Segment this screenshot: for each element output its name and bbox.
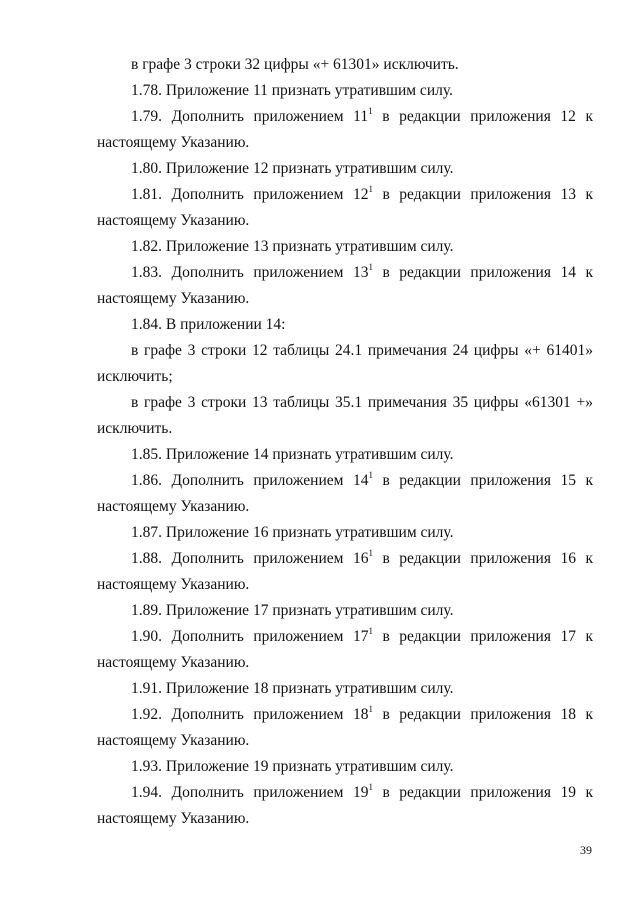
superscript: 1 [368, 185, 373, 194]
line-text: 1.88. Дополнить приложением 16 [131, 550, 369, 567]
text-line: 1.82. Приложение 13 признать утратившим силу. [131, 238, 454, 255]
text-line: настоящему Указанию. [97, 732, 250, 749]
text-line [131, 185, 593, 205]
line-text: 1.81. Дополнить приложением 12 [131, 186, 369, 203]
text-line: настоящему Указанию. [97, 134, 250, 151]
line-text: 1.94. Дополнить приложением 19 [131, 784, 369, 801]
line-text: 1.86. Дополнить приложением 14 [131, 472, 369, 489]
text-line: 1.87. Приложение 16 признать утратившим силу. [131, 524, 454, 541]
text-line: настоящему Указанию. [97, 290, 250, 307]
superscript: 1 [368, 471, 373, 480]
text-line: 1.93. Приложение 19 признать утратившим силу. [131, 758, 454, 775]
text-line: настоящему Указанию. [97, 576, 250, 593]
superscript: 1 [368, 263, 373, 272]
superscript: 1 [368, 627, 373, 636]
text-line [131, 549, 593, 569]
superscript: 1 [368, 549, 373, 558]
text-line [131, 705, 593, 725]
text-line: 1.89. Приложение 17 признать утратившим силу. [131, 602, 454, 619]
text-line: настоящему Указанию. [97, 498, 250, 515]
line-text: 1.92. Дополнить приложением 18 [131, 706, 369, 723]
text-line: 1.85. Приложение 14 признать утратившим силу. [131, 446, 454, 463]
text-line: настоящему Указанию. [97, 654, 250, 671]
text-line [131, 627, 593, 647]
text-line: настоящему Указанию. [97, 810, 250, 827]
text-line: в графе 3 строки 13 таблицы 35.1 примечания 35 цифры «61301 +» [131, 394, 593, 411]
superscript: 1 [368, 107, 373, 116]
text-line: 1.84. В приложении 14: [131, 316, 286, 333]
text-line: исключить. [97, 420, 173, 437]
superscript: 1 [368, 705, 373, 714]
line-text: 1.90. Дополнить приложением 17 [131, 628, 369, 645]
text-line [131, 783, 593, 803]
text-line: 1.91. Приложение 18 признать утратившим силу. [131, 680, 454, 697]
text-line [131, 471, 593, 491]
text-line: 1.80. Приложение 12 признать утратившим силу. [131, 160, 454, 177]
page-number: 39 [580, 843, 592, 857]
line-text: в редакции приложения 19 к [372, 784, 593, 801]
line-text: в редакции приложения 12 к [372, 108, 593, 125]
line-text: в редакции приложения 17 к [372, 628, 593, 645]
text-line: настоящему Указанию. [97, 212, 250, 229]
line-text: в редакции приложения 15 к [372, 472, 593, 489]
text-line [131, 107, 593, 127]
line-text: 1.79. Дополнить приложением 11 [131, 108, 369, 125]
line-text: в редакции приложения 13 к [372, 186, 593, 203]
text-line: в графе 3 строки 32 цифры «+ 61301» исключить. [131, 56, 459, 73]
text-line: в графе 3 строки 12 таблицы 24.1 примечания 24 цифры «+ 61401» [131, 342, 593, 359]
line-text: 1.83. Дополнить приложением 13 [131, 264, 369, 281]
superscript: 1 [368, 783, 373, 792]
text-line: 1.78. Приложение 11 признать утратившим силу. [131, 82, 453, 99]
line-text: в редакции приложения 18 к [372, 706, 593, 723]
line-text: в редакции приложения 14 к [372, 264, 593, 281]
text-line: исключить; [97, 368, 173, 385]
line-text: в редакции приложения 16 к [372, 550, 593, 567]
text-line [131, 263, 593, 283]
